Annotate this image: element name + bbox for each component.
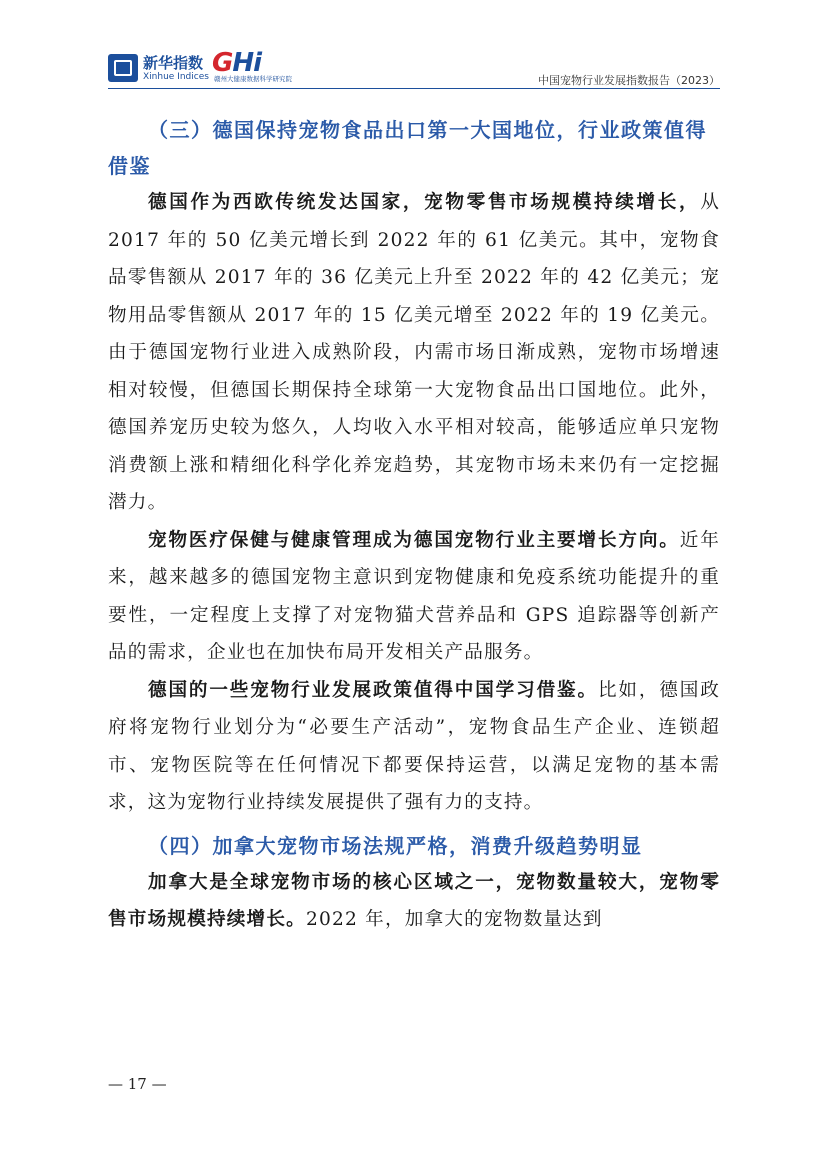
ghi-logo-mark: GHi (212, 48, 262, 78)
xinhua-logo-icon (108, 54, 138, 82)
xinhua-logo-name: 新华指数 (143, 54, 204, 72)
paragraph-canada-market (108, 864, 720, 939)
paragraph-germany-market (108, 184, 720, 522)
page-header (108, 48, 720, 88)
report-title: 中国宠物行业发展指数报告（2023） (538, 74, 720, 87)
paragraph-lead: 德国作为西欧传统发达国家，宠物零售市场规模持续增长， (148, 192, 701, 213)
xinhua-logo-subtitle: Xinhue Indices (143, 72, 209, 82)
paragraph-text: 从 2017 年的 50 亿美元增长到 2022 年的 61 亿美元。其中，宠物食品零售额从 2017 年的 36 亿美元上升至 2022 年的 42 亿美元；宠物用品零售额从 2017 年的 15 亿美元增至 2022 年的 19 亿美元。由于德国宠物行业进入成熟阶段，内需市场日渐成熟，宠物市场增速相对较慢，但德国长期保持全球第一大宠物食品出口国地位。此外，德国养宠历史较为悠久，人均收入水平相对较高，能够适应单只宠物消费额上涨和精细化科学化养宠趋势，其宠物市场未来仍有一定挖掘潜力。 (108, 192, 720, 513)
paragraph-text: 比如，德国政府将宠物行业划分为“必要生产活动”，宠物食品生产企业、连锁超市、宠物医院等在任何情况下都要保持运营，以满足宠物的基本需求，这为宠物行业持续发展提供了强有力的支持。 (108, 679, 721, 813)
paragraph-lead: 德国的一些宠物行业发展政策值得中国学习借鉴。 (148, 679, 598, 701)
section-heading-germany: （三）德国保持宠物食品出口第一大国地位，行业政策值得借鉴 (108, 118, 707, 178)
page-number: — 17 — (108, 1075, 167, 1093)
page-body (108, 112, 720, 939)
paragraph-text: 2022 年，加拿大的宠物数量达到 (305, 909, 603, 930)
paragraph-lead: 宠物医疗保健与健康管理成为德国宠物行业主要增长方向。 (148, 529, 680, 551)
paragraph-lead: 加拿大是全球宠物市场的核心区域之一，宠物数量较大，宠物零售市场规模持续增长。 (108, 871, 720, 930)
section-heading-canada: （四）加拿大宠物市场法规严格，消费升级趋势明显 (148, 833, 643, 858)
ghi-logo-subtitle: 赣州大健康数据科学研究院 (214, 75, 292, 83)
paragraph-germany-health (108, 522, 720, 672)
paragraph-text: 近年来，越来越多的德国宠物主意识到宠物健康和免疫系统功能提升的重要性，一定程度上支撑了对宠物猫犬营养品和 GPS 追踪器等创新产品的需求，企业也在加快布局开发相关产品服务。 (108, 529, 720, 663)
xinhua-indices-logo (108, 52, 209, 86)
paragraph-germany-policy (108, 672, 720, 822)
header-divider (108, 88, 720, 89)
ghi-logo (212, 50, 312, 86)
